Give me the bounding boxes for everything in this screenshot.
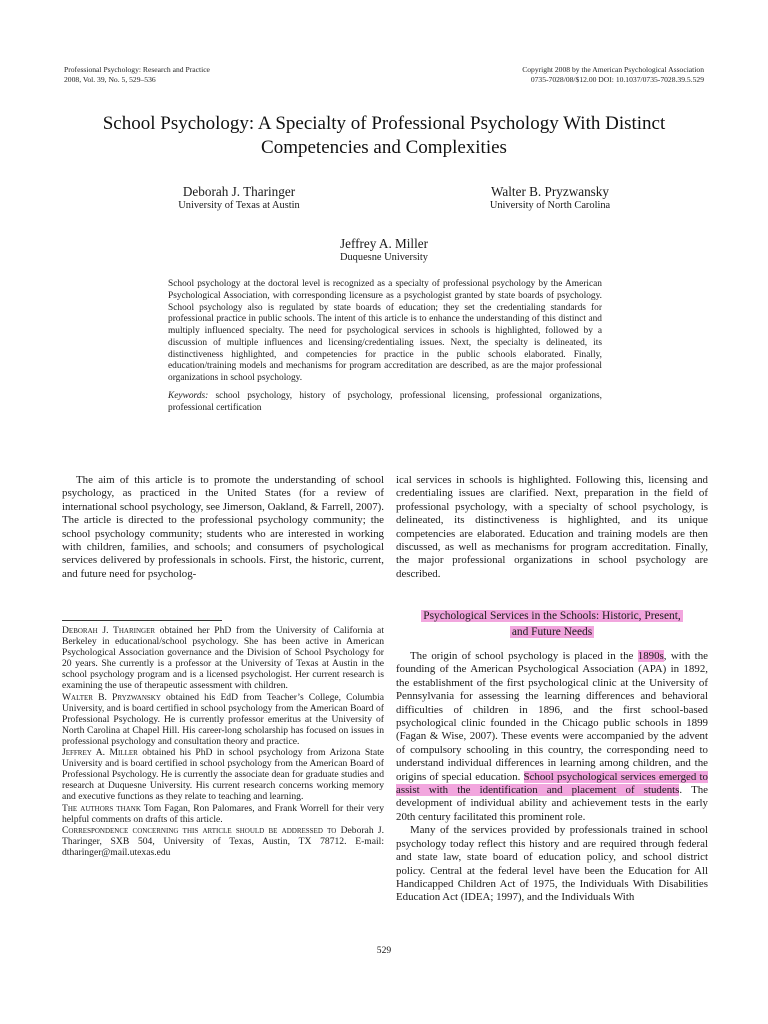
author-note-miller <box>62 747 384 802</box>
section-body <box>396 650 708 905</box>
section-heading-line-2: and Future Needs <box>511 625 593 638</box>
note-text: Deborah J. Tharinger, SXB 504, University of Texas, Austin, TX 78712. E-mail: dtharinger@mail.utexas.edu <box>62 824 384 858</box>
note-text: Tom Fagan, Ron Palomares, and Frank Worrell for their very helpful comments on drafts of this article. <box>62 802 384 825</box>
acknowledgments <box>62 803 384 825</box>
author-note-pryzwansky <box>62 692 384 747</box>
author-notes <box>62 625 384 858</box>
author-affiliation: University of North Carolina <box>489 200 611 211</box>
doi-line: 0735-7028/08/$12.00 DOI: 10.1037/0735-7028.39.5.529 <box>530 74 704 84</box>
author-affiliation: Duquesne University <box>339 252 429 263</box>
keywords-label: Keywords: <box>168 390 209 401</box>
note-name: Walter B. Pryzwansky <box>62 691 161 703</box>
note-name: Jeffrey A. Miller <box>62 747 138 759</box>
note-name: Deborah J. Tharinger <box>62 625 156 636</box>
intro-paragraph-continued: ical services in schools is highlighted. Following this, licensing and credentialing issues are clarified. Next, preparation in the field of professional psychology, with a specialty of school psychology, is delineated, its distinctiveness is highlighted, and its unique competencies are elaborated. Education and training models are then discussed, as well as mechanisms for program accreditation. Finally, the major professional organizations in school psychology are described. <box>396 474 708 580</box>
highlight-services-emerged: School psychological services emerged to assist with the identification and placement of students <box>396 770 708 797</box>
abstract-text: School psychology at the doctoral level is recognized as a specialty of professional psychology by the American Psychological Association, with corresponding licensure as a psychologist granted by state boards of psychology. School psychology also is regulated by state boards of education; they set the credentialing standards for professional practice in public schools. The intent of this article is to enhance the understanding of this distinct and multiply influenced specialty. The need for psychological services in schools is highlighted, followed by a discussion of multiple influences and licensing/credentialing issues. Next, the specialty is delineated, its distinctiveness highlighted, and competencies for practice in the public schools elaborated. Finally, education/training models and mechanisms for program accreditation are described, as are the major professional organizations in school psychology. <box>168 279 602 383</box>
section-paragraph-2: Many of the services provided by professionals trained in school psychology today reflect this history and are required through federal and state law, state board of education policy, and school district policy. Central at the federal level have been the Education for All Handicapped Children Act of 1975, the Individuals With Disabilities Education Act (IDEA; 1997), and the Individuals With <box>396 824 708 904</box>
author-pryzwansky <box>440 184 660 212</box>
author-tharinger <box>129 184 349 212</box>
author-affiliation: University of Texas at Austin <box>178 200 300 211</box>
keywords-list: school psychology, history of psychology, professional licensing, professional organizations, professional certification <box>168 390 602 413</box>
author-name: Jeffrey A. Miller <box>339 236 429 251</box>
note-text: obtained his PhD in school psychology from Arizona State University and is board certified in school psychology from the American Board of Professional Psychology. He is currently the associate dean for graduate studies and research at Duquesne University. His current research concerns working memory and executive functions as they relate to teaching and learning. <box>62 747 384 803</box>
intro-left-column <box>62 474 384 581</box>
highlight-1890s: 1890s <box>637 650 664 662</box>
keywords <box>168 391 602 415</box>
section-heading <box>396 609 708 640</box>
note-lead: The authors thank <box>62 802 141 814</box>
note-text: obtained his EdD from Teacher’s College, Columbia University, and is board certified in school psychology from the American Board of Professional Psychology. He is currently professor emeritus at the University of North Carolina at Chapel Hill. His career-long scholarship has focused on issues in professional psychology and consultation theory and practice. <box>62 691 385 747</box>
journal-name: Professional Psychology: Research and Practice <box>64 65 210 74</box>
footnote-divider <box>62 620 222 621</box>
correspondence <box>62 825 384 858</box>
text-run: . The development of individual ability and achievement tests in the early 20th century facilitated this prominent role. <box>396 784 708 823</box>
article-title <box>40 112 728 160</box>
page-number: 529 <box>376 945 392 956</box>
copyright-notice <box>522 65 704 84</box>
author-name: Deborah J. Tharinger <box>182 184 296 199</box>
author-miller <box>274 236 494 264</box>
text-run: , with the founding of the American Psychological Association (APA) in 1892, the establishment of the first psychological clinic at the University of Pennsylvania for assessing the learning differences and behavioral difficulties of children in 1896, and the first school-based psychological clinic founded in the Chicago public schools in 1899 (Fagan & Wise, 2007). These events were accompanied by the advent of compulsory schooling in this country, the corresponding need to understand individual differences in learning among children, and the origins of special education. <box>396 650 708 783</box>
copyright-line: Copyright 2008 by the American Psychological Association <box>522 65 704 74</box>
intro-right-column <box>396 474 708 581</box>
note-text: obtained her PhD from the University of California at Berkeley in educational/school psychology. She has been active in American Psychological Association governance and the Division of School Psychology for 20 years. She currently is a professor at the University of Texas at Austin in the school psychology program and is a licensed psychologist. Her current research is examining the use of therapeutic assessment with children. <box>62 625 384 692</box>
section-paragraph-1 <box>396 650 708 824</box>
section-heading-line-1: Psychological Services in the Schools: Historic, Present, <box>423 610 681 622</box>
note-lead: Correspondence concerning this article should be addressed to <box>62 824 337 836</box>
journal-citation <box>64 65 210 84</box>
title-line-1: School Psychology: A Specialty of Professional Psychology With Distinct <box>102 113 666 134</box>
author-note-tharinger <box>62 625 384 692</box>
intro-paragraph: The aim of this article is to promote the understanding of school psychology, as practiced in the United States (for a review of international school psychology, see Jimerson, Oakland, & Farrell, 2007). The article is directed to the professional psychology community; the school psychology community; students who are interested in working with children, families, and schools; and consumers of psychological services delivered by professionals in schools. First, the historic, current, and future need for psycholog- <box>62 474 384 580</box>
author-name: Walter B. Pryzwansky <box>491 184 609 199</box>
abstract <box>168 279 602 414</box>
journal-volume: 2008, Vol. 39, No. 5, 529–536 <box>64 74 156 84</box>
text-run: The origin of school psychology is placed in the <box>410 650 638 662</box>
title-line-2: Competencies and Complexities <box>261 137 507 158</box>
